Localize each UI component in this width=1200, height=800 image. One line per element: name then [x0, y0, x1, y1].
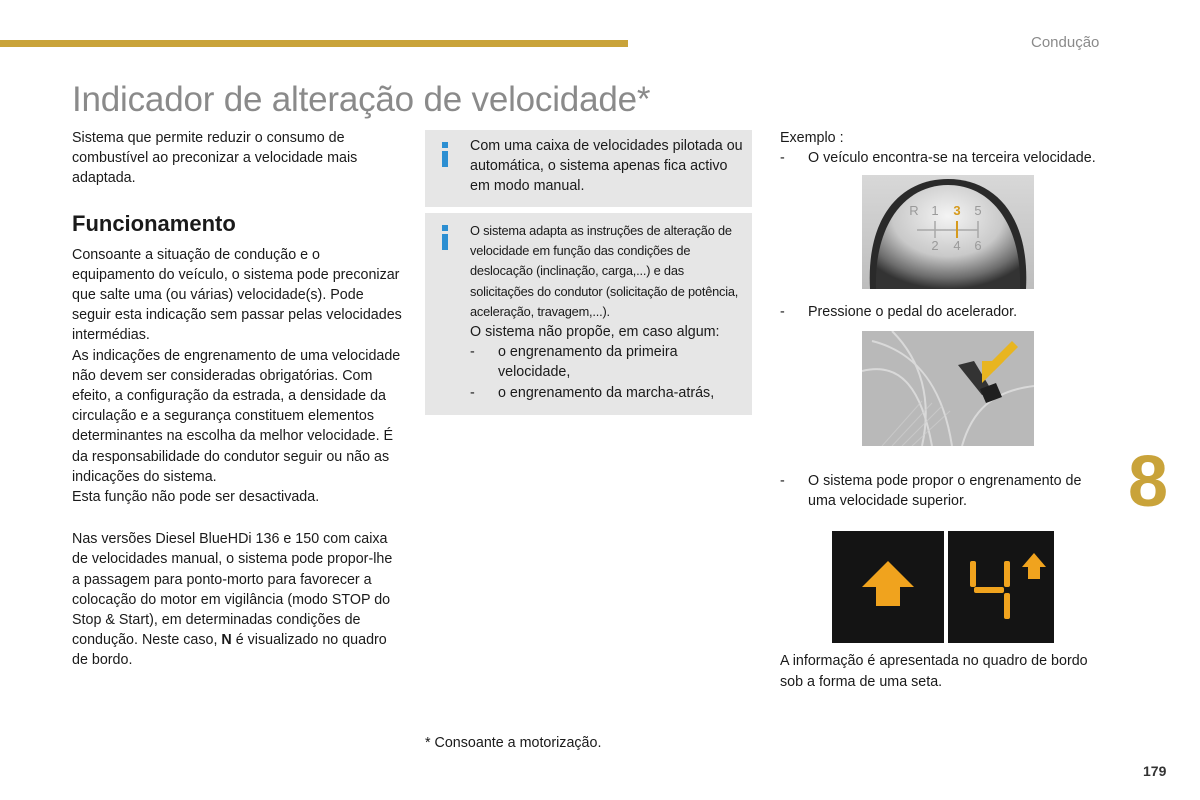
- list-item: - o engrenamento da marcha-atrás,: [470, 384, 715, 401]
- info-note-1: [425, 130, 752, 207]
- display-caption: A informação é apresentada no quadro de bordo sob a forma de uma seta.: [780, 653, 1088, 690]
- neutral-letter: N: [221, 632, 232, 649]
- example-label: Exemplo :: [780, 130, 844, 146]
- page-number: 179: [1143, 763, 1167, 779]
- header-rule: [0, 40, 628, 47]
- section-name: Condução: [1031, 34, 1100, 51]
- diesel-paragraph: [72, 529, 402, 670]
- info-note-2: [425, 213, 752, 415]
- svg-text:4: 4: [953, 238, 961, 253]
- svg-text:2: 2: [931, 238, 939, 253]
- accelerator-pedal-image: [862, 331, 1034, 446]
- list-item: - o engrenamento da primeira velocidade,: [470, 344, 678, 381]
- step-3: - O sistema pode propor o engrenamento de uma velocidade superior.: [780, 473, 1082, 510]
- gear-knob-image: [862, 175, 1034, 289]
- chapter-number: 8: [1128, 442, 1169, 522]
- adaptation-text: O sistema adapta as instruções de alteração de velocidade em função das condições de deslocação (inclinação, carga,...) e das solicitações do condutor (solicitação de potência, aceleração, travagem,...).: [470, 223, 739, 319]
- upshift-arrow-display: [832, 531, 944, 643]
- diesel-text-end: é visualizado no quadro de bordo.: [72, 632, 387, 669]
- left-column: [72, 128, 402, 671]
- gear-4-display: [948, 531, 1054, 643]
- footnote: * Consoante a motorização.: [425, 735, 602, 751]
- info-icon: [439, 142, 451, 167]
- step-1: - O veículo encontra-se na terceira velocidade.: [780, 150, 1096, 166]
- intro-paragraph: Sistema que permite reduzir o consumo de combustível ao preconizar a velocidade mais adaptada.: [72, 130, 358, 187]
- cannot-disable-paragraph: Esta função não pode ser desactivada.: [72, 489, 320, 506]
- info-icon: [439, 225, 451, 250]
- operation-paragraph: Consoante a situação de condução e o equipamento do veículo, o sistema pode preconizar que salte uma (ou várias) velocidade(s). Pode seguir esta indicação sem passar pelas velocidades intermédias.: [72, 246, 402, 344]
- advisory-paragraph: As indicações de engrenamento de uma velocidade não devem ser consideradas obrigatórias. Com efeito, a configuração da estrada, a densidade da circulação e a segurança constituem elementos determinantes na escolha da melhor velocidade. É da responsabilidade do condutor seguir ou não as indicações do sistema.: [72, 347, 401, 485]
- step-2: - Pressione o pedal do acelerador.: [780, 304, 1018, 320]
- diesel-text: Nas versões Diesel BlueHDi 136 e 150 com caixa de velocidades manual, o sistema pode propor-lhe a passagem para ponto-morto para favorecer a colocação do motor em vigilância (modo STOP do Stop & Start), em determinadas condições de condução. Neste caso,: [72, 531, 393, 649]
- section-heading: Funcionamento: [72, 210, 236, 236]
- never-proposes-text: O sistema não propõe, em caso algum:: [470, 324, 720, 341]
- svg-text:6: 6: [974, 238, 982, 253]
- svg-text:3: 3: [953, 203, 961, 218]
- info-note-1-text: Com uma caixa de velocidades pilotada ou automática, o sistema apenas fica activo em modo manual.: [470, 138, 743, 195]
- svg-text:1: 1: [931, 203, 939, 218]
- svg-text:5: 5: [974, 203, 982, 218]
- page-title: Indicador de alteração de velocidade*: [72, 80, 651, 119]
- info-note-2-text: [470, 221, 744, 403]
- svg-text:R: R: [909, 203, 919, 218]
